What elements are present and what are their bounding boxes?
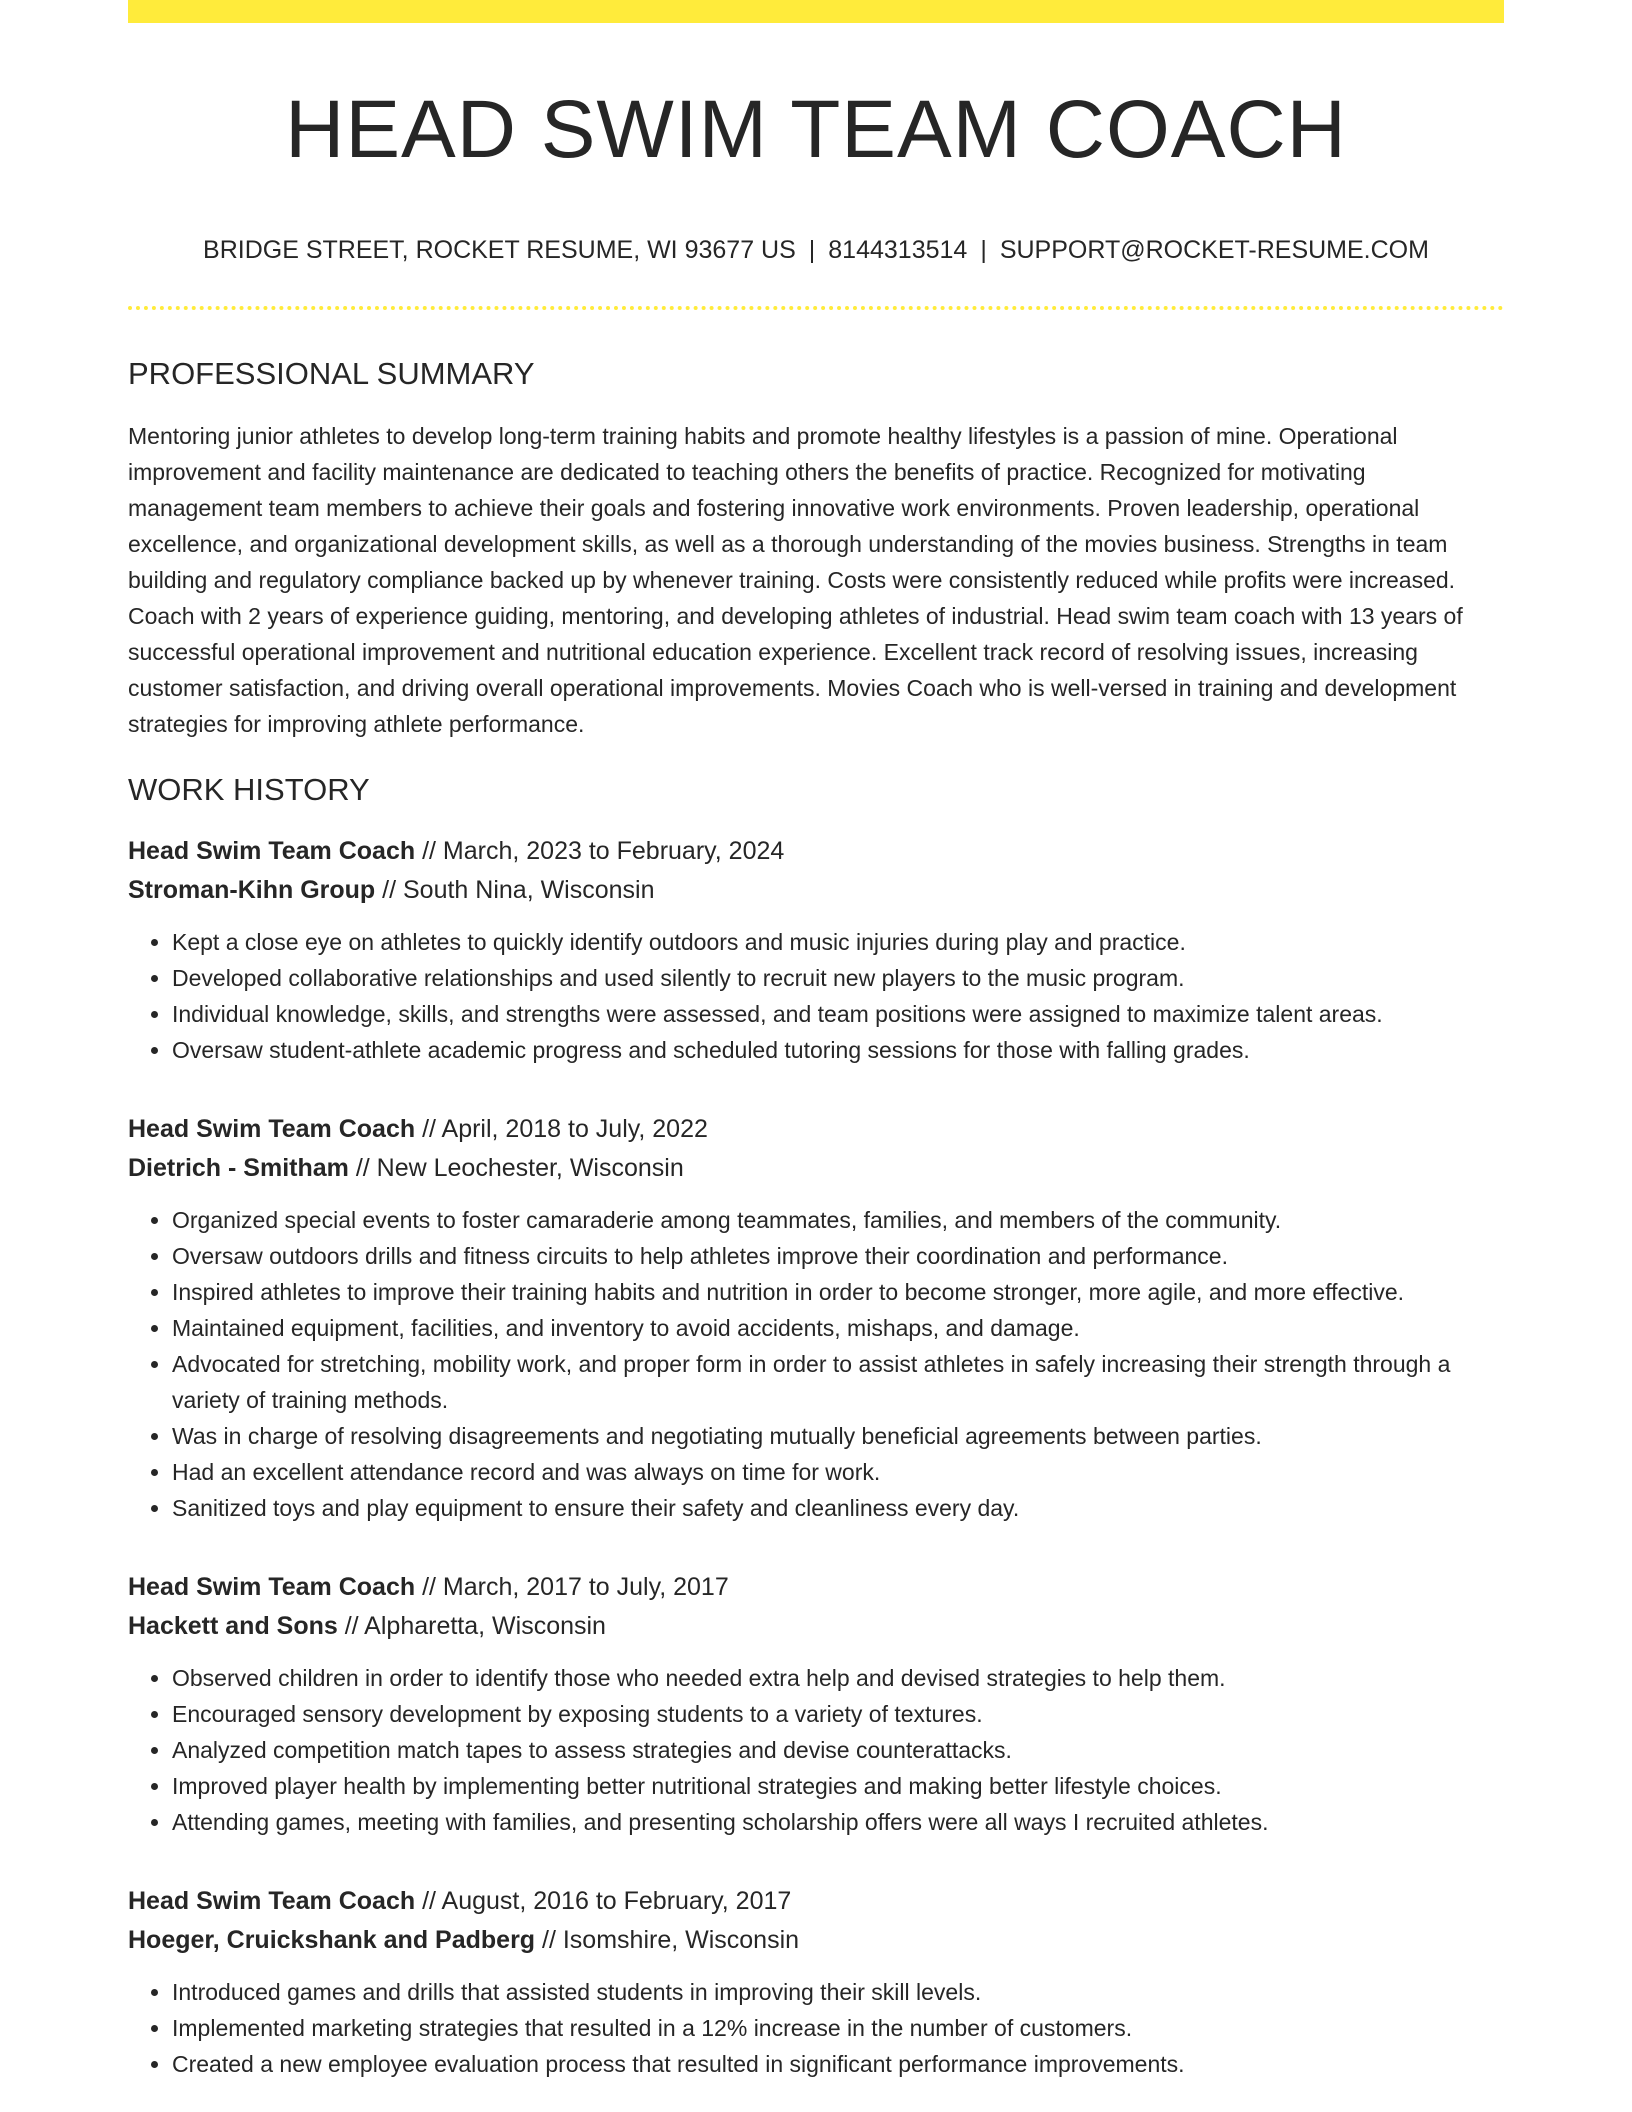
job-company-line <box>128 871 1504 910</box>
job-entry <box>128 1882 1504 2082</box>
job-role: Head Swim Team Coach <box>128 1887 416 1915</box>
job-location: // Isomshire, Wisconsin <box>535 1926 800 1954</box>
job-list <box>128 832 1504 2082</box>
job-dates: // August, 2016 to February, 2017 <box>415 1887 792 1915</box>
contact-line <box>128 234 1504 266</box>
job-company: Dietrich - Smitham <box>128 1154 349 1182</box>
job-bullet: • Improved player health by implementing better nutritional strategies and making better lifestyle choices. <box>172 1768 1504 1804</box>
phone: 8144313514 <box>828 236 968 264</box>
job-bullet: • Observed children in order to identify those who needed extra help and devised strategies to help them. <box>172 1660 1504 1696</box>
job-bullet: • Implemented marketing strategies that resulted in a 12% increase in the number of customers. <box>172 2010 1504 2046</box>
job-bullet: • Oversaw student-athlete academic progress and scheduled tutoring sessions for those with falling grades. <box>172 1032 1504 1068</box>
separator: | <box>808 236 816 264</box>
job-bullets <box>128 1202 1504 1526</box>
job-role: Head Swim Team Coach <box>128 1115 416 1143</box>
job-title-line <box>128 832 1504 871</box>
job-company-line <box>128 1149 1504 1188</box>
summary-heading: PROFESSIONAL SUMMARY <box>128 356 535 391</box>
job-company-line <box>128 1607 1504 1646</box>
job-bullet: • Analyzed competition match tapes to assess strategies and devise counterattacks. <box>172 1732 1504 1768</box>
job-bullets <box>128 924 1504 1068</box>
job-bullet: • Was in charge of resolving disagreements and negotiating mutually beneficial agreements between parties. <box>172 1418 1504 1454</box>
job-bullet: • Had an excellent attendance record and was always on time for work. <box>172 1454 1504 1490</box>
job-bullet: • Individual knowledge, skills, and strengths were assessed, and team positions were assigned to maximize talent areas. <box>172 996 1504 1032</box>
job-role: Head Swim Team Coach <box>128 1573 416 1601</box>
job-dates: // March, 2017 to July, 2017 <box>415 1573 729 1601</box>
job-entry <box>128 832 1504 1068</box>
job-title-line <box>128 1568 1504 1607</box>
job-bullet: • Oversaw outdoors drills and fitness circuits to help athletes improve their coordination and performance. <box>172 1238 1504 1274</box>
job-bullet: • Advocated for stretching, mobility work, and proper form in order to assist athletes in safely increasing their strength through a variety of training methods. <box>172 1346 1504 1418</box>
job-bullets <box>128 1660 1504 1840</box>
job-title-line <box>128 1882 1504 1921</box>
job-company-line <box>128 1921 1504 1960</box>
job-location: // South Nina, Wisconsin <box>375 876 655 904</box>
job-bullet: • Developed collaborative relationships and used silently to recruit new players to the music program. <box>172 960 1504 996</box>
job-dates: // April, 2018 to July, 2022 <box>415 1115 708 1143</box>
job-location: // New Leochester, Wisconsin <box>348 1154 684 1182</box>
job-dates: // March, 2023 to February, 2024 <box>415 837 785 865</box>
job-bullet: • Organized special events to foster camaraderie among teammates, families, and members of the community. <box>172 1202 1504 1238</box>
job-entry <box>128 1110 1504 1526</box>
job-company: Hackett and Sons <box>128 1612 338 1640</box>
job-bullet: • Attending games, meeting with families, and presenting scholarship offers were all ways I recruited athletes. <box>172 1804 1504 1840</box>
job-role: Head Swim Team Coach <box>128 837 416 865</box>
resume-content <box>128 0 1504 2082</box>
job-bullet: • Kept a close eye on athletes to quickly identify outdoors and music injuries during play and practice. <box>172 924 1504 960</box>
job-entry <box>128 1568 1504 1840</box>
job-bullet: • Introduced games and drills that assisted students in improving their skill levels. <box>172 1974 1504 2010</box>
job-bullet: • Sanitized toys and play equipment to ensure their safety and cleanliness every day. <box>172 1490 1504 1526</box>
job-bullets <box>128 1974 1504 2082</box>
email: SUPPORT@ROCKET-RESUME.COM <box>999 236 1429 264</box>
job-location: // Alpharetta, Wisconsin <box>337 1612 606 1640</box>
job-bullet: • Maintained equipment, facilities, and inventory to avoid accidents, mishaps, and damage. <box>172 1310 1504 1346</box>
job-title-line <box>128 1110 1504 1149</box>
job-bullet: • Inspired athletes to improve their training habits and nutrition in order to become stronger, more agile, and more effective. <box>172 1274 1504 1310</box>
job-company: Stroman-Kihn Group <box>128 876 376 904</box>
work-history-heading: WORK HISTORY <box>128 772 370 807</box>
separator: | <box>980 236 987 264</box>
resume-title: HEAD SWIM TEAM COACH <box>285 84 1347 175</box>
summary-text: Mentoring junior athletes to develop long-term training habits and promote healthy lifestyles is a passion of mine. Operational improvement and facility maintenance are dedicated to teaching others the benefits of practice. Recognized for motivating management team members to achieve their goals and fostering innovative work environments. Proven leadership, operational excellence, and organizational development skills, as well as a thorough understanding of the movies business. Strengths in team building and regulatory compliance backed up by whenever training. Costs were consistently reduced while profits were increased. Coach with 2 years of experience guiding, mentoring, and developing athletes of industrial. Head swim team coach with 13 years of successful operational improvement and nutritional education experience. Excellent track record of resolving issues, increasing customer satisfaction, and driving overall operational improvements. Movies Coach who is well-versed in training and development strategies for improving athlete performance. <box>128 423 1463 737</box>
job-bullet: • Encouraged sensory development by exposing students to a variety of textures. <box>172 1696 1504 1732</box>
job-bullet: • Created a new employee evaluation process that resulted in significant performance improvements. <box>172 2046 1504 2082</box>
job-company: Hoeger, Cruickshank and Padberg <box>128 1926 536 1954</box>
dotted-divider <box>128 306 1504 310</box>
address: BRIDGE STREET, ROCKET RESUME, WI 93677 US <box>203 236 796 264</box>
